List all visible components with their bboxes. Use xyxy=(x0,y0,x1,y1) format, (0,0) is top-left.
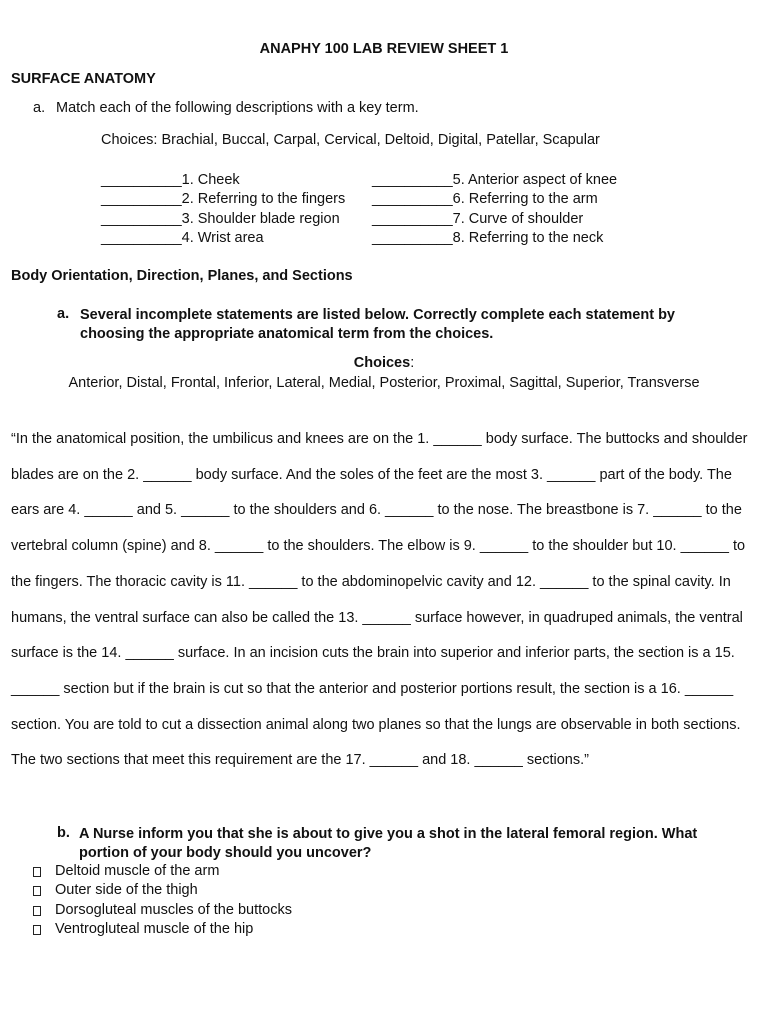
answer-option-label: Deltoid muscle of the arm xyxy=(55,863,220,879)
question-marker: a. xyxy=(33,100,46,116)
checkbox-icon[interactable] xyxy=(33,886,41,896)
answer-option-label: Dorsogluteal muscles of the buttocks xyxy=(55,901,292,918)
choices-label-colon: : xyxy=(410,355,415,371)
question-text: A Nurse inform you that she is about to give you a shot in the lateral femoral region. What portion of your body should you uncover? xyxy=(79,826,698,861)
answer-options xyxy=(32,862,292,940)
matching-item: __________3. Shoulder blade region xyxy=(101,210,340,227)
document-title: ANAPHY 100 LAB REVIEW SHEET 1 xyxy=(259,41,509,57)
key-term-choices: Choices: Brachial, Buccal, Carpal, Cervical, Deltoid, Digital, Patellar, Scapular xyxy=(101,132,600,148)
question-marker: b. xyxy=(57,825,70,841)
section-heading-surface-anatomy: SURFACE ANATOMY xyxy=(11,71,156,87)
choices-label-text: Choices xyxy=(353,355,411,371)
matching-item: __________4. Wrist area xyxy=(101,229,264,246)
question-text: Several incomplete statements are listed below. Correctly complete each statement by choosing the appropriate anatomical term from the choices. xyxy=(80,307,675,342)
matching-list-left xyxy=(101,171,345,248)
matching-item: __________6. Referring to the arm xyxy=(372,191,598,208)
answer-option[interactable] xyxy=(32,881,292,900)
question-marker: a. xyxy=(57,306,70,322)
matching-item: __________2. Referring to the fingers xyxy=(101,191,346,208)
matching-item: __________1. Cheek xyxy=(101,172,240,188)
matching-item: __________8. Referring to the neck xyxy=(372,229,604,246)
matching-item: __________5. Anterior aspect of knee xyxy=(372,172,618,188)
section-heading-body-orientation: Body Orientation, Direction, Planes, and Sections xyxy=(11,268,353,284)
answer-option[interactable] xyxy=(32,920,292,939)
answer-option[interactable] xyxy=(32,901,292,920)
question-text: Match each of the following descriptions with a key term. xyxy=(56,100,419,116)
checkbox-icon[interactable] xyxy=(33,867,41,877)
answer-option-label: Outer side of the thigh xyxy=(55,882,198,899)
answer-option-label: Ventrogluteal muscle of the hip xyxy=(55,921,254,938)
anatomical-term-choices: Anterior, Distal, Frontal, Inferior, Lateral, Medial, Posterior, Proximal, Sagittal, Superior, Transverse xyxy=(68,375,700,391)
fill-in-paragraph: “In the anatomical position, the umbilicus and knees are on the 1. ______ body surface. The buttocks and shoulder blades are on the 2. ______ body surface. And the soles of the feet are the most 3. ______ part of the body. The ears are 4. ______ and 5. ______ to the shoulders and 6. ______ to the nose. The breastbone is 7. ______ to the vertebral column (spine) and 8. ______ to the shoulders. The elbow is 9. ______ to the shoulder but 10. ______ to the fingers. The thoracic cavity is 11. ______ to the abdominopelvic cavity and 12. ______ to the spinal cavity. In humans, the ventral surface can also be called the 13. ______ surface however, in quadruped animals, the ventral surface is the 14. ______ surface. In an incision cuts the brain into superior and inferior parts, the section is a 15. ______ section but if the brain is cut so that the anterior and posterior portions result, the section is a 16. ______ section. You are told to cut a dissection animal along two planes so that the lungs are observable in both sections. The two sections that meet this requirement are the 17. ______ and 18. ______ sections.” xyxy=(11,431,748,769)
answer-option[interactable] xyxy=(32,862,292,881)
choices-label xyxy=(0,355,768,371)
checkbox-icon[interactable] xyxy=(33,925,41,935)
matching-list-right xyxy=(372,171,617,248)
matching-item: __________7. Curve of shoulder xyxy=(372,210,584,227)
checkbox-icon[interactable] xyxy=(33,906,41,916)
